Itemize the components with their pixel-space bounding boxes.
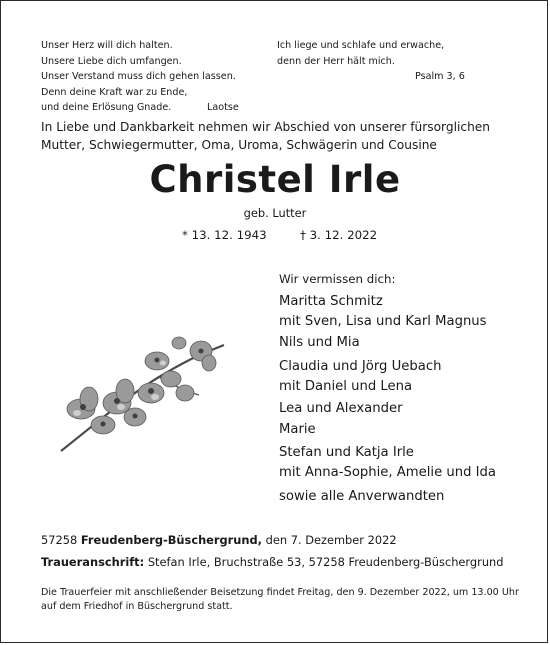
poem-line: Unsere Liebe dich umfangen.: [41, 55, 182, 67]
mourning-address-line: [41, 555, 504, 569]
place-date-line: [41, 533, 397, 547]
poem-psalm: [277, 38, 465, 82]
poem-laotse: [41, 38, 239, 116]
funeral-service-info: Die Trauerfeier mit anschließender Beisetzung findet Freitag, den 9. Dezember 2022, um 13.00 Uhr auf dem Friedhof in Büschergrund statt.: [41, 587, 519, 612]
mourner-line: Maritta Schmitz: [279, 294, 383, 309]
place-name: Freudenberg-Büschergrund,: [80, 533, 262, 547]
address-value: Stefan Irle, Bruchstraße 53, 57258 Freudenberg-Büschergrund: [147, 555, 504, 569]
mourner-line: sowie alle Anverwandten: [279, 489, 445, 504]
poem-line: Denn deine Kraft war zu Ende,: [41, 86, 188, 98]
poem-source: Psalm 3, 6: [415, 71, 465, 82]
mourner-line: Stefan und Katja Irle: [279, 445, 414, 460]
postal-code: 57258: [41, 533, 78, 547]
birth-date: * 13. 12. 1943: [182, 228, 267, 242]
intro-text: In Liebe und Dankbarkeit nehmen wir Abschied von unserer fürsorglichen Mutter, Schwiegermutter, Oma, Uroma, Schwägerin und Cousine: [41, 120, 491, 152]
mourner-line: Nils und Mia: [279, 335, 360, 350]
mourner-line: Marie: [279, 422, 316, 437]
poem-line: Unser Verstand muss dich gehen lassen.: [41, 71, 236, 82]
mourner-line: mit Daniel und Lena: [279, 379, 413, 394]
notice-date: den 7. Dezember 2022: [265, 533, 397, 547]
deceased-name: Christel Irle: [149, 158, 401, 201]
mourner-line: mit Sven, Lisa und Karl Magnus: [279, 314, 487, 329]
orchid-branch-icon: [59, 333, 229, 458]
poem-line: und deine Erlösung Gnade.: [41, 102, 172, 113]
poem-line: Ich liege und schlafe und erwache,: [277, 40, 445, 51]
poem-line: denn der Herr hält mich.: [277, 55, 395, 67]
mourner-line: Claudia und Jörg Uebach: [279, 359, 442, 374]
maiden-name: geb. Lutter: [243, 206, 307, 220]
mourner-line: mit Anna-Sophie, Amelie und Ida: [279, 465, 497, 480]
poem-author: Laotse: [207, 102, 239, 113]
address-label: Traueranschrift:: [41, 555, 145, 569]
death-date: † 3. 12. 2022: [300, 228, 378, 242]
poem-line: Unser Herz will dich halten.: [41, 40, 173, 51]
mourner-line: Lea und Alexander: [279, 401, 403, 416]
mourners-heading: Wir vermissen dich:: [279, 272, 396, 286]
